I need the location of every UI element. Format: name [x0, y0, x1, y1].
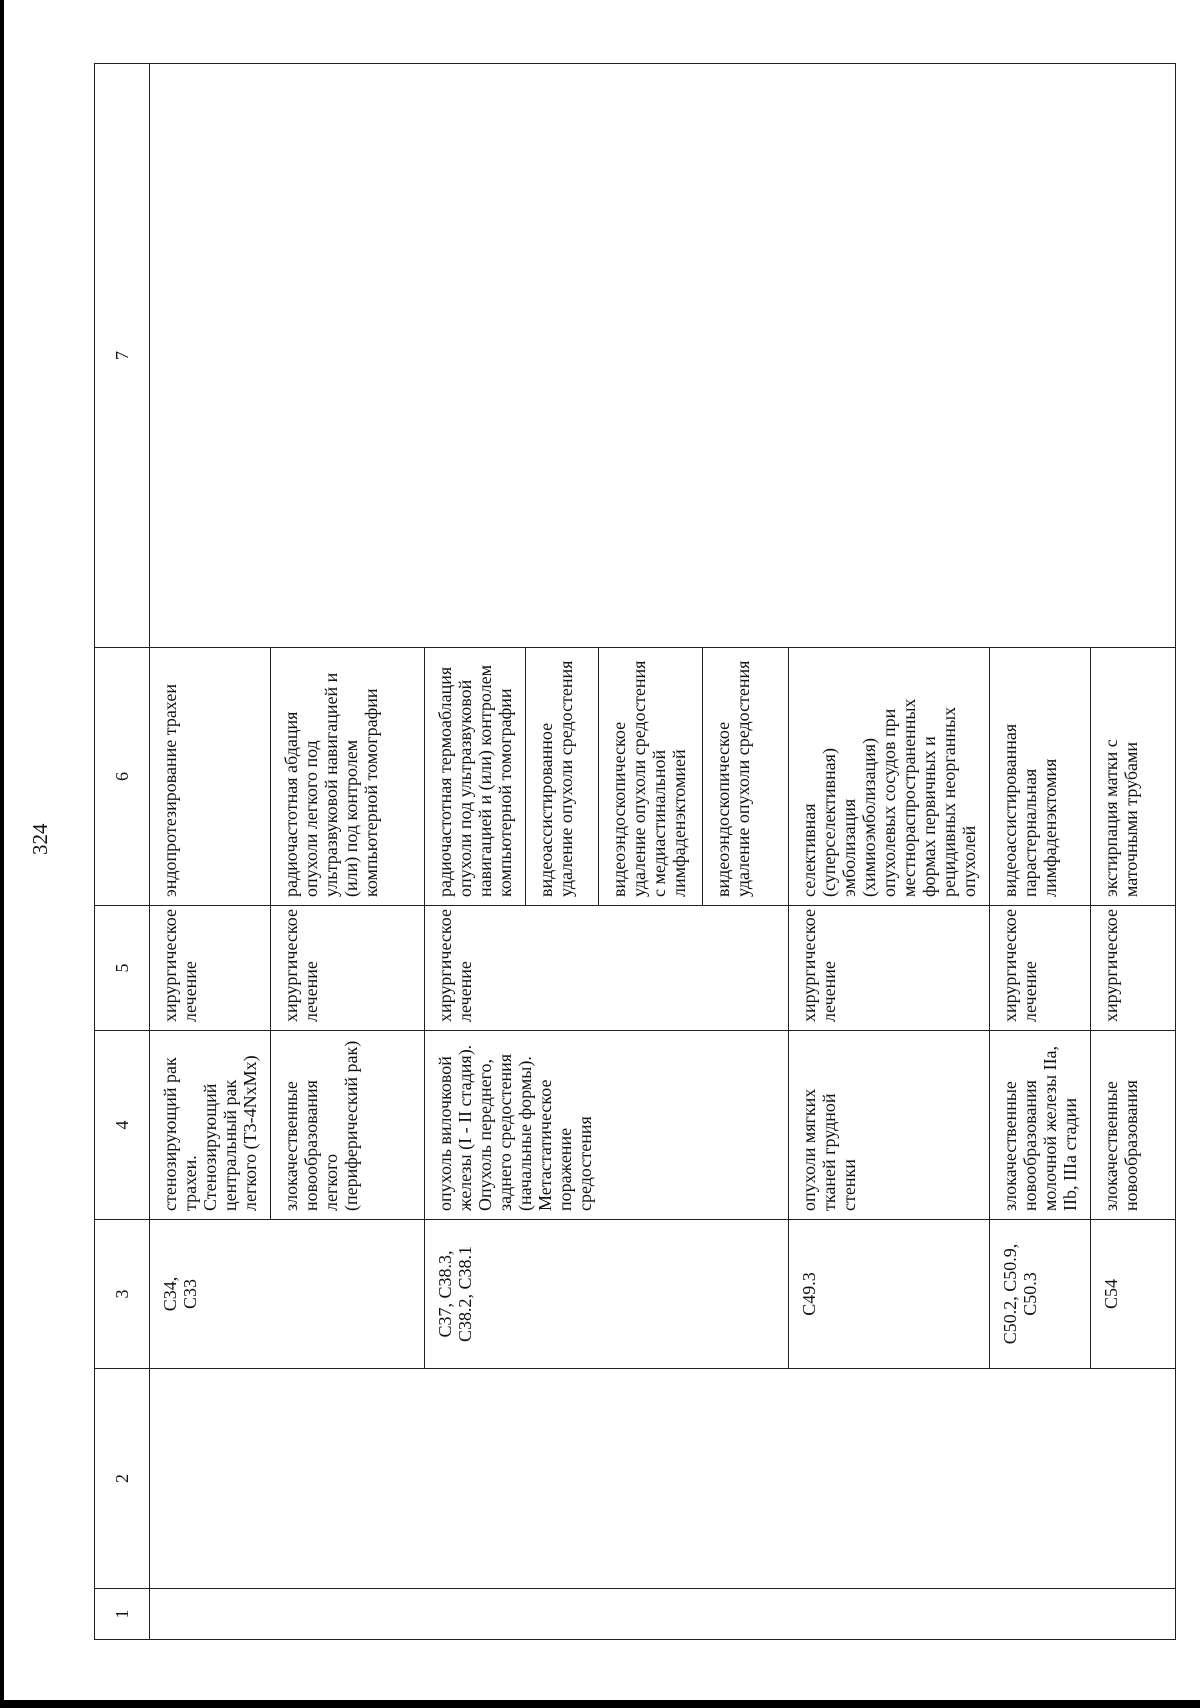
treatment-type: хирургическое лечение: [789, 906, 990, 1031]
treatment-method: эндопротезирование трахеи: [150, 648, 271, 906]
treatment-type: хирургическое: [1091, 906, 1176, 1031]
treatment-method: радиочастотная абдация опухоли легкого под ультразвуковой навигацией и (или) под контролем компьютерной томографии: [271, 648, 425, 906]
table-row: [150, 64, 271, 1640]
icd-codes: C37, C38.3, C38.2, C38.1: [425, 1220, 789, 1369]
treatment-method: видеоассистированная парастернальная лимфаденэктомия: [990, 648, 1091, 906]
treatment-type: хирургическое лечение: [271, 906, 425, 1031]
icd-codes: C54: [1091, 1220, 1176, 1369]
header-cell-7: 7: [95, 64, 150, 648]
icd-codes: C34, C33: [150, 1220, 425, 1369]
diagnosis: злокачественные новообразования легкого (периферический рак): [271, 1031, 425, 1220]
treatment-method: радиочастотная термоаблация опухоли под ультразвуковой навигацией и (или) контролем компьютерной томографии: [425, 648, 526, 906]
treatment-type: хирургическое лечение: [150, 906, 271, 1031]
header-row: [95, 64, 150, 1640]
header-cell-3: 3: [95, 1220, 150, 1369]
header-cell-4: 4: [95, 1031, 150, 1220]
icd-codes: C50.2, C50.9, C50.3: [990, 1220, 1091, 1369]
treatment-method: селективная (суперселективная) эмболизация (химиоэмболизация) опухолевых сосудов при местнораспространенных формах первичных и рецидивных неорганных опухолей: [789, 648, 990, 906]
diagnosis: опухоли мягких тканей грудной стенки: [789, 1031, 990, 1220]
treatment-method: видеоассистированное удаление опухоли средостения: [526, 648, 599, 906]
treatment-table: [94, 63, 1176, 1640]
icd-codes: C49.3: [789, 1220, 990, 1369]
diagnosis: стенозирующий рак трахеи. Стенозирующий центральный рак легкого (Т3-4NxMx): [150, 1031, 271, 1220]
col2-cell: [150, 1369, 1176, 1589]
header-cell-2: 2: [95, 1369, 150, 1589]
scan-border-left: [0, 0, 4, 1708]
treatment-type: хирургическое лечение: [425, 906, 789, 1031]
header-cell-1: 1: [95, 1589, 150, 1640]
diagnosis: злокачественные новообразования молочной железы IIa, IIb, IIIa стадии: [990, 1031, 1091, 1220]
treatment-method: экстирпация матки с маточными трубами: [1091, 648, 1176, 906]
treatment-type: хирургическое лечение: [990, 906, 1091, 1031]
treatment-method: видеоэндоскопическое удаление опухоли средостения: [703, 648, 789, 906]
diagnosis: злокачественные новообразования: [1091, 1031, 1176, 1220]
diagnosis: опухоль вилочковой железы (I - II стадия). Опухоль переднего, заднего средостения (начальные формы). Метастатическое поражение средостения: [425, 1031, 789, 1220]
rotated-table-container: [94, 64, 1141, 1640]
scan-border-bottom: [0, 1700, 1200, 1708]
page-number: 324: [28, 823, 52, 855]
col1-cell: [150, 1589, 1176, 1640]
header-cell-5: 5: [95, 906, 150, 1031]
treatment-method: видеоэндоскопическое удаление опухоли средостения с медиастинальной лимфаденэктомией: [599, 648, 703, 906]
header-cell-6: 6: [95, 648, 150, 906]
col7-cell: [150, 64, 1176, 648]
